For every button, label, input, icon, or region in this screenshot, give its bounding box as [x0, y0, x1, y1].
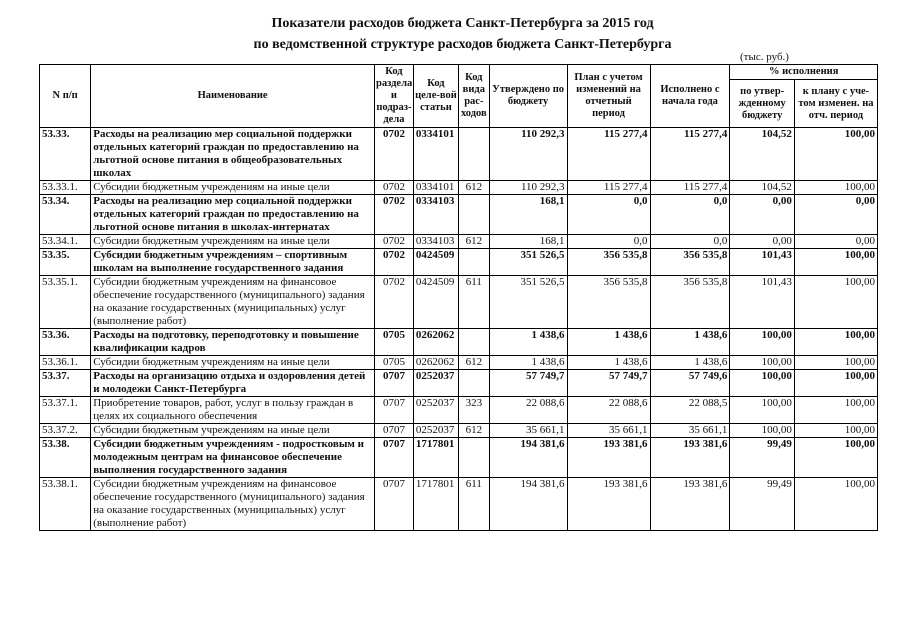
cell-approved: 22 088,6: [489, 397, 567, 424]
cell-num: 53.35.1.: [40, 276, 91, 329]
cell-pct-budget: 0,00: [730, 235, 795, 249]
cell-type: 612: [458, 424, 489, 438]
cell-pct-plan: 0,00: [794, 235, 877, 249]
cell-approved: 35 661,1: [489, 424, 567, 438]
cell-type: [458, 128, 489, 181]
cell-target: 1717801: [413, 438, 458, 478]
table-row: [40, 397, 878, 424]
cell-target: 0252037: [413, 370, 458, 397]
cell-approved: 351 526,5: [489, 249, 567, 276]
cell-plan: 35 661,1: [567, 424, 650, 438]
cell-name: Субсидии бюджетным учреждениям на иные цели: [91, 424, 375, 438]
cell-name: Расходы на реализацию мер социальной поддержки отдельных категорий граждан по предоставлению на льготной основе питания в школах-интернатах: [91, 195, 375, 235]
cell-pct-budget: 101,43: [730, 249, 795, 276]
table-row: [40, 181, 878, 195]
table-row: [40, 128, 878, 181]
title-line-2: по ведомственной структуре расходов бюджета Санкт-Петербурга: [253, 37, 672, 52]
cell-pct-budget: 100,00: [730, 329, 795, 356]
cell-executed: 0,0: [650, 235, 730, 249]
cell-num: 53.35.: [40, 249, 91, 276]
cell-executed: 356 535,8: [650, 249, 730, 276]
cell-type: 611: [458, 478, 489, 531]
cell-approved: 110 292,3: [489, 128, 567, 181]
cell-name: Приобретение товаров, работ, услуг в пользу граждан в целях их социального обеспечения: [91, 397, 375, 424]
cell-target: 0334101: [413, 128, 458, 181]
cell-section: 0702: [374, 276, 413, 329]
cell-pct-budget: 104,52: [730, 128, 795, 181]
cell-plan: 193 381,6: [567, 438, 650, 478]
cell-name: Субсидии бюджетным учреждениям на иные цели: [91, 235, 375, 249]
cell-target: 0262062: [413, 356, 458, 370]
cell-target: 0334101: [413, 181, 458, 195]
cell-type: [458, 370, 489, 397]
cell-pct-plan: 100,00: [794, 424, 877, 438]
cell-pct-plan: 100,00: [794, 128, 877, 181]
cell-section: 0702: [374, 181, 413, 195]
cell-pct-plan: 100,00: [794, 478, 877, 531]
cell-target: 0252037: [413, 397, 458, 424]
cell-type: [458, 329, 489, 356]
cell-type: 611: [458, 276, 489, 329]
cell-approved: 1 438,6: [489, 329, 567, 356]
cell-executed: 193 381,6: [650, 478, 730, 531]
col-header-type: Код вида рас-ходов: [458, 65, 489, 128]
cell-plan: 115 277,4: [567, 181, 650, 195]
cell-name: Расходы на реализацию мер социальной поддержки отдельных категорий граждан по предоставлению на льготной основе питания в общеобразовательных школах: [91, 128, 375, 181]
cell-num: 53.34.1.: [40, 235, 91, 249]
cell-section: 0702: [374, 235, 413, 249]
table-row: [40, 438, 878, 478]
cell-executed: 115 277,4: [650, 128, 730, 181]
cell-type: 612: [458, 235, 489, 249]
cell-executed: 193 381,6: [650, 438, 730, 478]
col-header-pct-plan: к плану с уче-том изменен. на отч. период: [794, 80, 877, 128]
cell-section: 0702: [374, 128, 413, 181]
cell-type: 323: [458, 397, 489, 424]
cell-name: Субсидии бюджетным учреждениям – спортивным школам на выполнение государственного задания: [91, 249, 375, 276]
cell-name: Субсидии бюджетным учреждениям - подростковым и молодежным центрам на финансовое обеспечение выполнения государственного задания: [91, 438, 375, 478]
cell-num: 53.36.1.: [40, 356, 91, 370]
cell-num: 53.34.: [40, 195, 91, 235]
cell-type: [458, 249, 489, 276]
cell-approved: 194 381,6: [489, 438, 567, 478]
cell-section: 0702: [374, 249, 413, 276]
cell-executed: 1 438,6: [650, 329, 730, 356]
cell-executed: 356 535,8: [650, 276, 730, 329]
cell-plan: 115 277,4: [567, 128, 650, 181]
col-header-name: Наименование: [91, 65, 375, 128]
budget-table: [39, 64, 878, 531]
table-body: [40, 128, 878, 531]
cell-executed: 0,0: [650, 195, 730, 235]
cell-pct-plan: 100,00: [794, 438, 877, 478]
col-header-approved: Утверждено по бюджету: [489, 65, 567, 128]
cell-num: 53.33.1.: [40, 181, 91, 195]
units-label: (тыс. руб.): [740, 51, 789, 63]
table-row: [40, 249, 878, 276]
cell-pct-plan: 100,00: [794, 276, 877, 329]
cell-approved: 1 438,6: [489, 356, 567, 370]
col-header-percent-group: % исполнения: [730, 65, 878, 80]
cell-executed: 22 088,5: [650, 397, 730, 424]
cell-target: 0424509: [413, 249, 458, 276]
col-header-plan: План с учетом изменений на отчетный период: [567, 65, 650, 128]
cell-section: 0705: [374, 356, 413, 370]
cell-name: Субсидии бюджетным учреждениям на финансовое обеспечение государственного (муниципального) задания на оказание государственных (муниципальных) услуг (выполнение работ): [91, 478, 375, 531]
cell-target: 0252037: [413, 424, 458, 438]
table-row: [40, 478, 878, 531]
cell-num: 53.33.: [40, 128, 91, 181]
table-row: [40, 329, 878, 356]
cell-name: Субсидии бюджетным учреждениям на финансовое обеспечение государственного (муниципального) задания на оказание государственных (муниципальных) услуг (выполнение работ): [91, 276, 375, 329]
cell-pct-budget: 101,43: [730, 276, 795, 329]
cell-num: 53.38.1.: [40, 478, 91, 531]
cell-plan: 1 438,6: [567, 329, 650, 356]
table-row: [40, 424, 878, 438]
cell-target: 0334103: [413, 195, 458, 235]
cell-pct-plan: 0,00: [794, 195, 877, 235]
cell-executed: 115 277,4: [650, 181, 730, 195]
cell-plan: 57 749,7: [567, 370, 650, 397]
cell-pct-budget: 99,49: [730, 478, 795, 531]
cell-section: 0707: [374, 478, 413, 531]
cell-num: 53.37.1.: [40, 397, 91, 424]
table-row: [40, 235, 878, 249]
cell-pct-budget: 0,00: [730, 195, 795, 235]
cell-type: 612: [458, 356, 489, 370]
cell-num: 53.36.: [40, 329, 91, 356]
cell-section: 0705: [374, 329, 413, 356]
cell-pct-budget: 99,49: [730, 438, 795, 478]
cell-num: 53.37.: [40, 370, 91, 397]
cell-pct-plan: 100,00: [794, 249, 877, 276]
cell-section: 0707: [374, 397, 413, 424]
cell-approved: 194 381,6: [489, 478, 567, 531]
title-line-1: Показатели расходов бюджета Санкт-Петербурга за 2015 год: [271, 16, 654, 31]
cell-plan: 356 535,8: [567, 276, 650, 329]
cell-num: 53.38.: [40, 438, 91, 478]
table-row: [40, 276, 878, 329]
cell-pct-plan: 100,00: [794, 329, 877, 356]
col-header-executed: Исполнено с начала года: [650, 65, 730, 128]
cell-target: 1717801: [413, 478, 458, 531]
cell-executed: 35 661,1: [650, 424, 730, 438]
cell-approved: 110 292,3: [489, 181, 567, 195]
cell-plan: 193 381,6: [567, 478, 650, 531]
cell-plan: 1 438,6: [567, 356, 650, 370]
cell-pct-budget: 100,00: [730, 356, 795, 370]
col-header-section: Код раздела и подраз-дела: [374, 65, 413, 128]
cell-plan: 0,0: [567, 235, 650, 249]
cell-type: [458, 438, 489, 478]
col-header-target: Код целе-вой статьи: [413, 65, 458, 128]
table-row: [40, 356, 878, 370]
cell-plan: 22 088,6: [567, 397, 650, 424]
table-row: [40, 195, 878, 235]
cell-pct-plan: 100,00: [794, 181, 877, 195]
document-title: [0, 13, 905, 55]
table-row: [40, 370, 878, 397]
cell-section: 0702: [374, 195, 413, 235]
cell-section: 0707: [374, 438, 413, 478]
cell-num: 53.37.2.: [40, 424, 91, 438]
cell-pct-plan: 100,00: [794, 397, 877, 424]
cell-executed: 1 438,6: [650, 356, 730, 370]
cell-pct-budget: 100,00: [730, 397, 795, 424]
cell-approved: 351 526,5: [489, 276, 567, 329]
cell-target: 0424509: [413, 276, 458, 329]
cell-approved: 168,1: [489, 235, 567, 249]
cell-type: [458, 195, 489, 235]
cell-pct-budget: 100,00: [730, 424, 795, 438]
cell-pct-budget: 100,00: [730, 370, 795, 397]
cell-section: 0707: [374, 424, 413, 438]
cell-name: Расходы на подготовку, переподготовку и повышение квалификации кадров: [91, 329, 375, 356]
cell-plan: 0,0: [567, 195, 650, 235]
cell-plan: 356 535,8: [567, 249, 650, 276]
cell-pct-plan: 100,00: [794, 356, 877, 370]
cell-pct-budget: 104,52: [730, 181, 795, 195]
col-header-pct-budget: по утвер-жденному бюджету: [730, 80, 795, 128]
cell-executed: 57 749,6: [650, 370, 730, 397]
cell-name: Расходы на организацию отдыха и оздоровления детей и молодежи Санкт-Петербурга: [91, 370, 375, 397]
cell-pct-plan: 100,00: [794, 370, 877, 397]
cell-approved: 168,1: [489, 195, 567, 235]
cell-target: 0262062: [413, 329, 458, 356]
cell-approved: 57 749,7: [489, 370, 567, 397]
cell-name: Субсидии бюджетным учреждениям на иные цели: [91, 356, 375, 370]
cell-type: 612: [458, 181, 489, 195]
col-header-num: N п/п: [40, 65, 91, 128]
cell-section: 0707: [374, 370, 413, 397]
cell-target: 0334103: [413, 235, 458, 249]
cell-name: Субсидии бюджетным учреждениям на иные цели: [91, 181, 375, 195]
